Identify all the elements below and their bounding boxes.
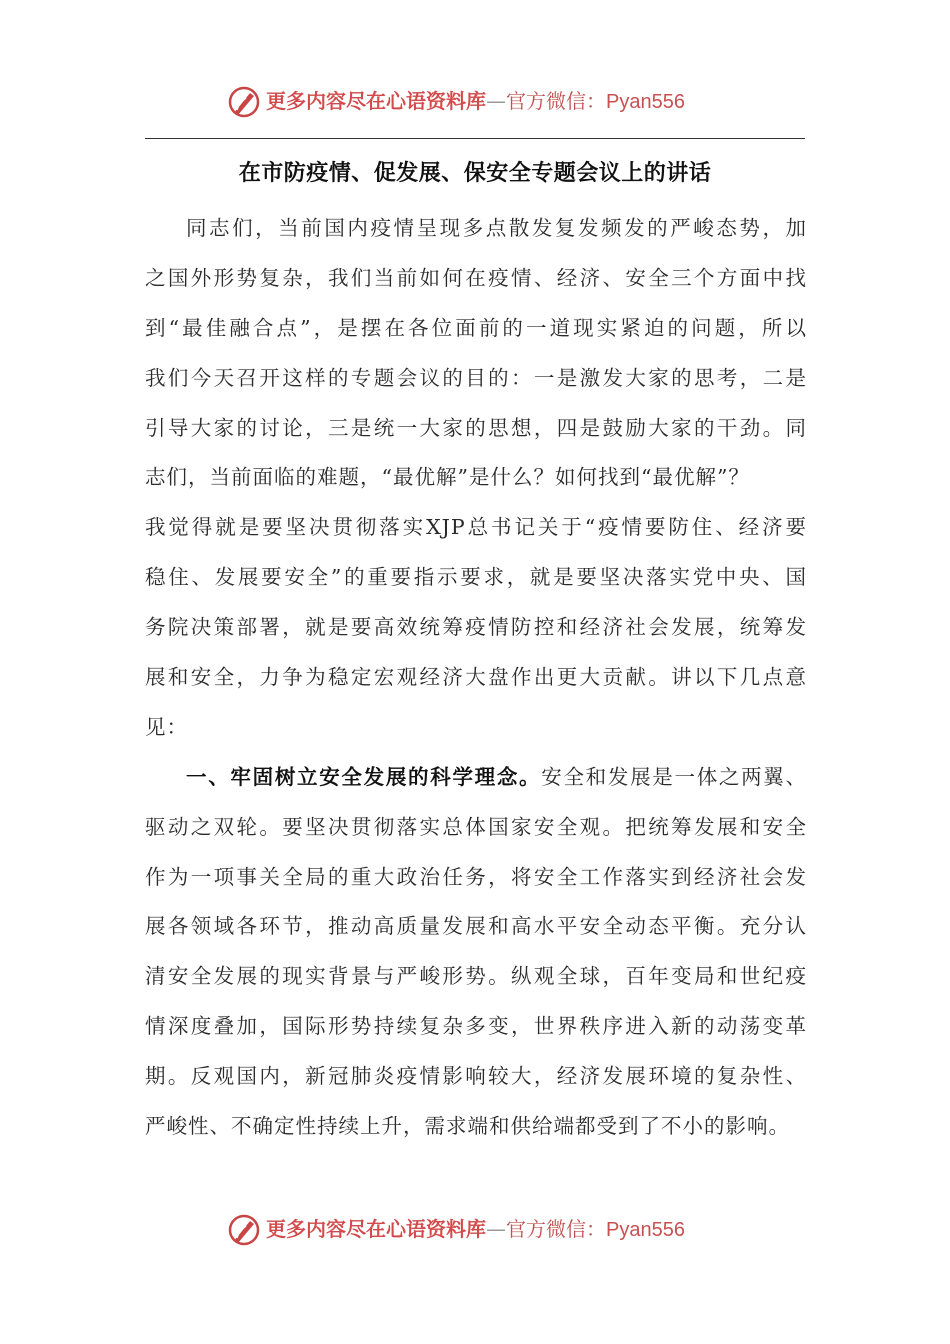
line-text: 情深度叠加，国际形势持续复杂多变，世界秩序进入新的动荡变革: [145, 1014, 807, 1039]
banner-wechat-label: 官方微信：: [506, 89, 606, 113]
line-text: 展各领域各环节，推动高质量发展和高水平安全动态平衡。充分认: [145, 914, 807, 939]
banner-text: [266, 88, 685, 115]
header-divider: [145, 138, 805, 139]
line-text: 见：: [145, 714, 188, 739]
line-text: 稳住、发展要安全”的重要指示要求，就是要坚决落实党中央、国: [145, 565, 807, 590]
line-text: 我觉得就是要坚决贯彻落实XJP总书记关于“疫情要防住、经济要: [145, 515, 807, 540]
paragraph-line: [145, 503, 807, 553]
banner-dash: —: [486, 1217, 506, 1241]
header-watermark-banner: [0, 82, 950, 122]
paragraph-line: [145, 803, 807, 853]
line-text: 同志们，当前国内疫情呈现多点散发复发频发的严峻态势，加: [186, 216, 807, 240]
paragraph-line: [145, 304, 807, 354]
banner-wechat-id: Pyan556: [606, 1219, 685, 1241]
banner-text: [266, 1216, 685, 1243]
paragraph-line: [145, 1102, 807, 1152]
line-text: 我们今天召开这样的专题会议的目的：一是激发大家的思考，二是: [145, 365, 807, 390]
paragraph-line: [145, 254, 807, 304]
banner-wechat-id: Pyan556: [606, 91, 685, 113]
paragraph-line: [145, 1002, 807, 1052]
document-title: 在市防疫情、促发展、保安全专题会议上的讲话: [238, 160, 712, 186]
paragraph-line: [145, 853, 807, 903]
section-heading: 一、牢固树立安全发展的科学理念。: [186, 764, 542, 789]
paragraph-line: [145, 354, 807, 404]
line-text: 期。反观国内，新冠肺炎疫情影响较大，经济发展环境的复杂性、: [145, 1064, 807, 1089]
line-text: 作为一项事关全局的重大政治任务，将安全工作落实到经济社会发: [145, 864, 807, 889]
paragraph-line: [145, 902, 807, 952]
paragraph-line: [145, 404, 807, 454]
line-text: 之国外形势复杂，我们当前如何在疫情、经济、安全三个方面中找: [145, 265, 807, 290]
paragraph-line: [145, 603, 807, 653]
line-text: 展和安全，力争为稳定宏观经济大盘作出更大贡献。讲以下几点意: [145, 665, 807, 690]
paragraph-line: [145, 1052, 807, 1102]
paragraph-line: [145, 952, 807, 1002]
banner-dash: —: [486, 89, 506, 113]
line-text: 志们，当前面临的难题，“最优解”是什么？如何找到“最优解”？: [145, 465, 750, 490]
footer-watermark-banner: [0, 1210, 950, 1250]
line-text: 安全和发展是一体之两翼、: [541, 764, 808, 789]
paragraph-line: [145, 204, 807, 254]
line-text: 务院决策部署，就是要高效统筹疫情防控和经济社会发展，统筹发: [145, 615, 807, 640]
paragraph-line: [145, 653, 807, 703]
line-text: 严峻性、不确定性持续上升，需求端和供给端都受到了不小的影响。: [145, 1114, 790, 1139]
paragraph-line: [145, 553, 807, 603]
banner-main-text: 更多内容尽在心语资料库: [266, 89, 486, 113]
banner-wechat-label: 官方微信：: [506, 1217, 606, 1241]
line-text: 到“最佳融合点”，是摆在各位面前的一道现实紧迫的问题，所以: [145, 315, 807, 340]
pen-nib-logo-icon: [226, 1212, 262, 1248]
paragraph-line: [145, 753, 807, 803]
document-body: [145, 204, 807, 1152]
banner-main-text: 更多内容尽在心语资料库: [266, 1217, 486, 1241]
pen-nib-logo-icon: [226, 84, 262, 120]
paragraph-line: [145, 703, 807, 753]
line-text: 引导大家的讨论，三是统一大家的思想，四是鼓励大家的干劲。同: [145, 415, 807, 440]
line-text: 驱动之双轮。要坚决贯彻落实总体国家安全观。把统筹发展和安全: [145, 814, 807, 839]
line-text: 清安全发展的现实背景与严峻形势。纵观全球，百年变局和世纪疫: [145, 964, 807, 989]
paragraph-line: [145, 453, 807, 503]
